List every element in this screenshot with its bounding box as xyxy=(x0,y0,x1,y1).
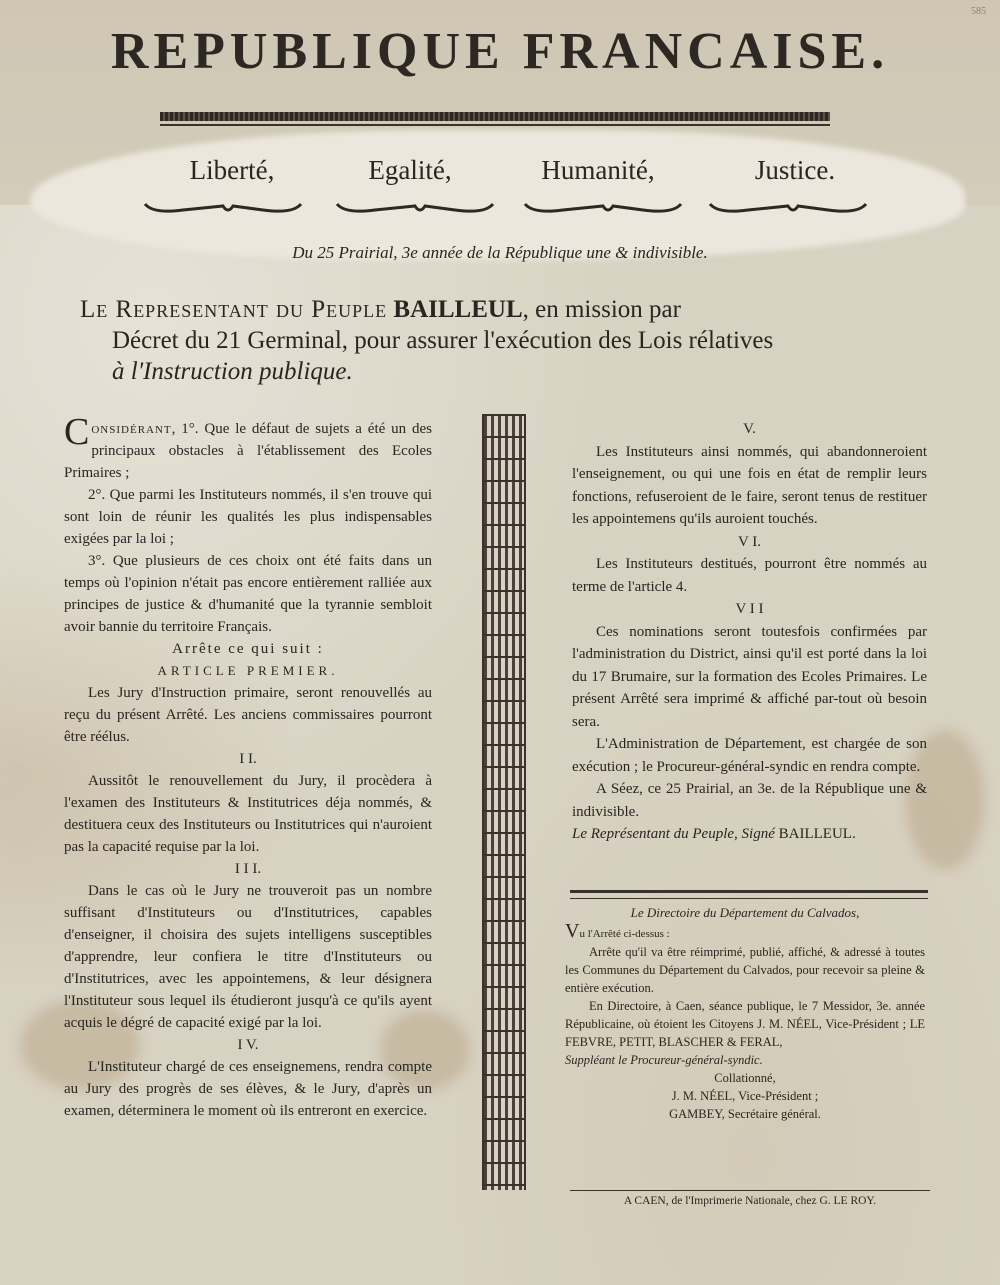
article-number: I I I. xyxy=(234,861,262,877)
considerant-word: onsidérant xyxy=(91,421,172,437)
article-number: V. xyxy=(743,421,756,437)
vu-text: u l'Arrêté ci-dessus : xyxy=(579,928,670,940)
motto-humanite: Humanité, xyxy=(541,155,655,185)
paragraph-text: , 1°. Que le défaut de sujets a été un des principaux obstacles à l'établissement des Ecoles Primaires ; xyxy=(64,421,432,481)
heading-prefix: Le Representant du Peuple xyxy=(80,296,388,323)
signature-signe: Signé xyxy=(737,826,779,842)
paragraph: L'Administration de Département, est chargée de son exécution ; le Procureur-général-syndic en rendra compte. xyxy=(572,736,927,775)
article-number: I I. xyxy=(239,751,257,767)
article-text: Ces nominations seront toutesfois confirmées par l'administration du District, ainsi qu'il est porté dans la loi du 17 Brumaire, sur la formation des Ecoles Primaires. Le présent Arrêté sera imprimé & affiché par-tout où besoin sera. xyxy=(572,623,927,730)
paragraph: 2°. Que parmi les Instituteurs nommés, il s'en trouve qui sont loin de réunir les qualités les plus indispensables exigées par la loi ; xyxy=(64,487,432,547)
motto-liberte: Liberté, xyxy=(189,155,275,185)
signature-name: BAILLEUL. xyxy=(778,826,856,842)
directoire-title: Le Directoire du Département du Calvados, xyxy=(630,905,860,920)
archive-number: 585 xyxy=(971,6,986,17)
motto-egalite: Egalité, xyxy=(368,155,452,185)
drop-cap: C xyxy=(64,411,90,453)
signature-prefix: Le Représentant du Peuple, xyxy=(572,826,738,842)
motto-justice: Justice. xyxy=(754,155,836,185)
printer-colophon: A CAEN, de l'Imprimerie Nationale, chez G. LE ROY. xyxy=(570,1190,930,1207)
drop-cap: V xyxy=(565,920,580,942)
signature-gambey: GAMBEY, Secrétaire général. xyxy=(669,1107,821,1121)
signature-line xyxy=(572,823,927,846)
ornamental-rule xyxy=(160,112,830,121)
article-number: V I I xyxy=(735,601,764,617)
article-text: Aussitôt le renouvellement du Jury, il procèdera à l'examen des Instituteurs & Institutrices déja nommés, & destituera ceux des Instituteurs ou Institutrices qui n'auroient pas la capacité requise par la loi. xyxy=(64,773,432,855)
article-text: Dans le cas où le Jury ne trouveroit pas un nombre suffisant d'Instituteurs ou d'Institutrices, capables d'enseigner, il choisira des sujets intelligens susceptibles d'apprendre, leur confiera le titre d'Instituteurs ou d'Institutrices, avec les appointemens, & leur désignera l'Instituteur sous lequel ils étudieront jusqu'à ce qu'ils ayent acquis le dégré de capacité exigé par la loi. xyxy=(64,883,432,1031)
left-column xyxy=(64,411,432,1122)
paragraph: En Directoire, à Caen, séance publique, le 7 Messidor, 3e. année Républicaine, où étoient les Citoyens J. M. NÉEL, Vice-Président ; LE FEBVRE, PETIT, BLASCHER & FERAL, xyxy=(565,999,925,1049)
directoire-block xyxy=(565,904,925,1123)
flourish-ornament xyxy=(523,202,683,216)
article-text: Les Instituteurs destitués, pourront être nommés au terme de l'article 4. xyxy=(572,556,927,595)
signature-neel: J. M. NÉEL, Vice-Président ; xyxy=(671,1089,819,1103)
decree-heading xyxy=(80,294,940,387)
considerant-paragraph xyxy=(64,411,432,484)
article-number: I V. xyxy=(237,1037,259,1053)
arrete-line: Arrête ce qui suit : xyxy=(172,641,324,657)
heading-line-3: à l'Instruction publique. xyxy=(112,358,353,385)
vu-line xyxy=(565,922,925,943)
paragraph: Suppléant le Procureur-général-syndic. xyxy=(565,1053,763,1067)
thin-rule xyxy=(160,124,830,126)
heading-name: BAILLEUL xyxy=(387,296,523,323)
article-text: Les Jury d'Instruction primaire, seront renouvellés au reçu du présent Arrêté. Les anciens commissaires pourront être réélus. xyxy=(64,685,432,745)
heading-suffix: , en mission par xyxy=(522,296,681,323)
article-text: L'Instituteur chargé de ces enseignemens, rendra compte au Jury des progrès de ses élèves, & le Jury, d'après un examen, déterminera le moment où ils entreront en exercice. xyxy=(64,1059,432,1119)
heading-line-2: Décret du 21 Germinal, pour assurer l'exécution des Lois rélatives xyxy=(112,327,774,354)
date-line: Du 25 Prairial, 3e année de la République une & indivisible. xyxy=(292,243,708,262)
collationne: Collationné, xyxy=(714,1071,776,1085)
right-column xyxy=(572,418,927,846)
flourish-ornament xyxy=(143,202,303,216)
paragraph: Arrête qu'il va être réimprimé, publié, affiché, & adressé à toutes les Communes du Département du Calvados, pour recevoir sa pleine & entière exécution. xyxy=(565,945,925,995)
section-divider xyxy=(570,890,928,899)
article-number: ARTICLE PREMIER. xyxy=(157,663,339,678)
paragraph: 3°. Que plusieurs de ces choix ont été faits dans un temps où l'opinion n'était pas encore entièrement ralliée aux principes de justice & d'humanité que la tyrannie sembloit avoir bannie du territoire Français. xyxy=(64,553,432,635)
place-date: A Séez, ce 25 Prairial, an 3e. de la République une & indivisible. xyxy=(572,781,927,820)
article-text: Les Instituteurs ainsi nommés, qui abandonneroient l'enseignement, ou qui une fois en état de remplir leurs fonctions, refuseroient de le faire, seront tenus de restituer les appointemens qu'ils auroient touchés. xyxy=(572,443,927,527)
ornamental-border-strip xyxy=(482,414,526,1190)
flourish-ornament xyxy=(708,202,868,216)
flourish-ornament xyxy=(335,202,495,216)
article-number: V I. xyxy=(737,533,762,550)
torn-paper-patch xyxy=(30,130,965,260)
page-title: REPUBLIQUE FRANCAISE. xyxy=(110,23,890,80)
